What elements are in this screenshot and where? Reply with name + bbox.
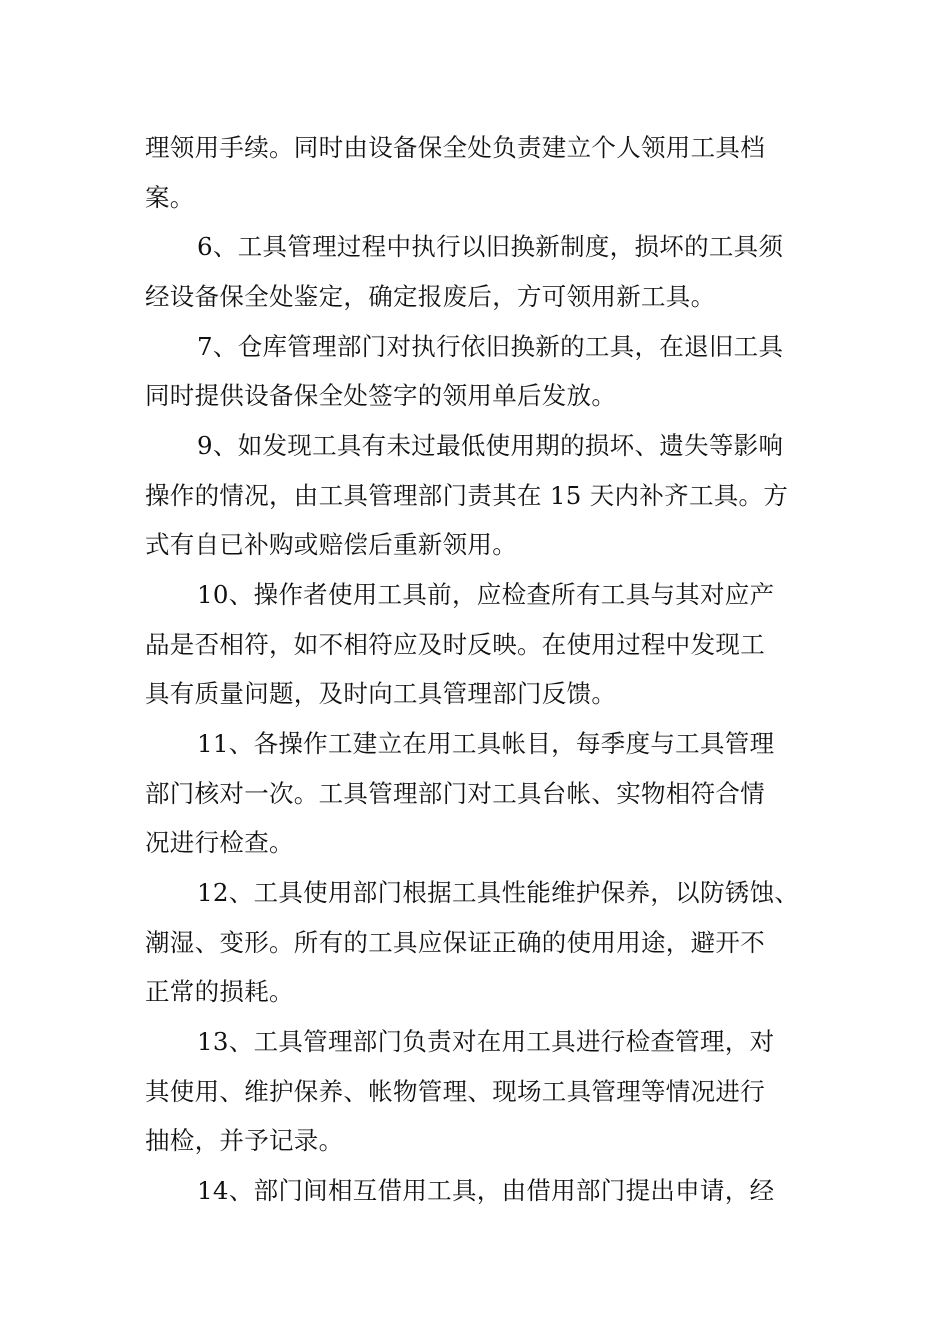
paragraph-line: 10、操作者使用工具前，应检查所有工具与其对应产 bbox=[197, 580, 775, 609]
paragraph-line: 式有自已补购或赔偿后重新领用。 bbox=[145, 530, 517, 559]
paragraph-line: 12、工具使用部门根据工具性能维护保养，以防锈蚀、 bbox=[197, 878, 800, 907]
paragraph-line: 7、仓库管理部门对执行依旧换新的工具，在退旧工具 bbox=[197, 332, 784, 361]
paragraph-line: 其使用、维护保养、帐物管理、现场工具管理等情况进行 bbox=[145, 1077, 765, 1106]
paragraph-line: 况进行检查。 bbox=[145, 828, 294, 857]
paragraph-line: 具有质量问题，及时向工具管理部门反馈。 bbox=[145, 679, 617, 708]
paragraph-line: 部门核对一次。工具管理部门对工具台帐、实物相符合情 bbox=[145, 779, 765, 808]
paragraph-line: 9、如发现工具有未过最低使用期的损坏、遗失等影响 bbox=[197, 431, 784, 460]
paragraph-line: 同时提供设备保全处签字的领用单后发放。 bbox=[145, 381, 617, 410]
paragraph-line: 抽检，并予记录。 bbox=[145, 1126, 344, 1155]
paragraph-line: 13、工具管理部门负责对在用工具进行检查管理，对 bbox=[197, 1027, 775, 1056]
paragraph-line: 6、工具管理过程中执行以旧换新制度，损坏的工具须 bbox=[197, 232, 784, 261]
paragraph-line: 案。 bbox=[145, 183, 195, 212]
paragraph-line: 品是否相符，如不相符应及时反映。在使用过程中发现工 bbox=[145, 630, 765, 659]
paragraph-line: 潮湿、变形。所有的工具应保证正确的使用用途，避开不 bbox=[145, 928, 765, 957]
paragraph-line: 经设备保全处鉴定，确定报废后，方可领用新工具。 bbox=[145, 282, 716, 311]
paragraph-line: 正常的损耗。 bbox=[145, 977, 294, 1006]
paragraph-line: 操作的情况，由工具管理部门责其在 15 天内补齐工具。方 bbox=[145, 481, 789, 510]
paragraph-line: 理领用手续。同时由设备保全处负责建立个人领用工具档 bbox=[145, 133, 765, 162]
paragraph-line: 14、部门间相互借用工具，由借用部门提出申请，经 bbox=[197, 1176, 775, 1205]
paragraph-line: 11、各操作工建立在用工具帐目，每季度与工具管理 bbox=[197, 729, 775, 758]
